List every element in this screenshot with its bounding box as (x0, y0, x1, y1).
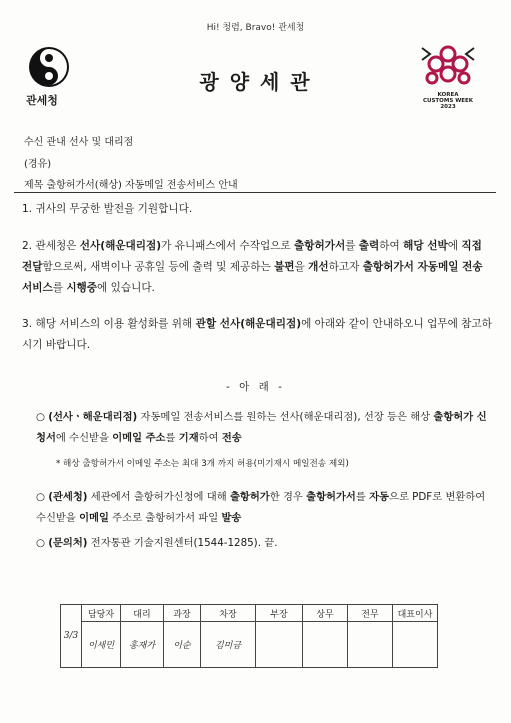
approval-header: 대리 (121, 605, 164, 622)
bullet-shipping-agency (36, 407, 496, 449)
signature-cell (303, 622, 348, 668)
page-title: 광 양 세 관 (199, 70, 312, 94)
approval-header: 담당자 (82, 605, 121, 622)
body-text: 주소로 출항허가서 파일 (108, 512, 222, 524)
body-text: 를 (355, 491, 370, 503)
approval-header: 전무 (348, 605, 393, 622)
emphasis-text: 발송 (221, 512, 242, 524)
emphasis-text: 출항허가서 자동메일 전송서비스 (22, 261, 483, 294)
emphasis-text: 직접 전달 (22, 240, 482, 273)
recipient-line: 수신 관내 선사 및 대리점 (24, 137, 134, 148)
signature-cell: 김미금 (201, 622, 256, 668)
body-text: 자동메일 전송서비스를 원하는 선사(해운대리점), 선장 등은 해상 (137, 411, 434, 423)
body-text: 한 경우 (269, 491, 307, 503)
subject-line: 제목 출항허가서(해상) 자동메일 전송서비스 안내 (24, 180, 238, 191)
details-heading: - 아 래 - (226, 381, 285, 393)
emphasis-text: 전송 (221, 432, 242, 444)
emphasis-text: 관할 선사(해운대리점) (195, 318, 302, 330)
body-text: 에 아래와 같이 안내하오니 업무에 참고하시기 바랍니다. (22, 318, 492, 351)
body-text: 3. 해당 서비스의 이용 활성화를 위해 (22, 318, 196, 330)
body-text: 을 (294, 261, 309, 273)
approval-header: 과장 (164, 605, 201, 622)
body-text: ○ (36, 491, 49, 503)
paragraph-1: 1. 귀사의 무궁한 발전을 기원합니다. (22, 203, 193, 215)
via-line: (경유) (24, 159, 52, 170)
emphasis-text: 개선 (308, 261, 329, 273)
body-text: ○ (36, 411, 49, 423)
body-text: 세관에서 출항허가신청에 대해 (87, 491, 230, 503)
body-text: 를 (52, 282, 67, 294)
body-text: 를 (345, 240, 359, 252)
emphasis-text: 기재 (178, 432, 199, 444)
signature-cell: 홍재가 (121, 622, 164, 668)
divider (14, 192, 496, 193)
signature-cell: 이세민 (82, 622, 121, 668)
customs-week-label: KOREA CUSTOMS WEEK 2023 (422, 92, 474, 110)
emphasis-text: (선사ㆍ해운대리점) (48, 411, 138, 423)
bullet-contact (36, 533, 496, 554)
org-name: 관세청 (26, 94, 58, 107)
signature-cell (393, 622, 438, 668)
date-cell: 3/3 (61, 605, 82, 668)
signature-cell (256, 622, 303, 668)
emphasis-text: 출항허가서 (306, 491, 356, 503)
emphasis-text: 선사(해운대리점) (79, 240, 162, 252)
emphasis-text: 출항허가 신청서 (36, 411, 487, 444)
emphasis-text: 해당 선박 (403, 240, 448, 252)
body-text: 를 (165, 432, 179, 444)
emphasis-text: 이메일 주소 (112, 432, 166, 444)
emphasis-text: (문의처) (48, 537, 88, 549)
signature-cell: 이순 (164, 622, 201, 668)
emphasis-text: (관세청) (48, 491, 88, 503)
emphasis-text: 출력 (358, 240, 380, 252)
approval-table (60, 604, 438, 668)
body-text: 하여 (379, 240, 404, 252)
body-text: 2. 관세청은 (22, 240, 80, 252)
emphasis-text: 출항허가서 (294, 240, 346, 252)
body-text: 하고자 (328, 261, 363, 273)
body-text: 에 (447, 240, 462, 252)
approval-header: 대표이사 (393, 605, 438, 622)
slogan: Hi! 청렴, Bravo! 관세청 (206, 23, 305, 33)
email-note: * 해상 출항허가서 이메일 주소는 최대 3개 까지 허용(미기재시 메일전송 제외) (56, 459, 349, 469)
paragraph-2 (22, 236, 492, 299)
emphasis-text: 이메일 (79, 512, 109, 524)
emphasis-text: 출항허가 (229, 491, 270, 503)
bullet-customs (36, 487, 496, 529)
customs-week-emblem-icon (418, 42, 478, 90)
emphasis-text: 불편 (274, 261, 295, 273)
approval-header: 차장 (201, 605, 256, 622)
body-text: 에 수신받을 (55, 432, 113, 444)
body-text: 으로 PDF로 변환하여 수신받을 (36, 491, 486, 524)
approval-header: 부장 (256, 605, 303, 622)
body-text: 함으로써, 새벽이나 공휴일 등에 출력 및 제공하는 (42, 261, 275, 273)
body-text: 전자통관 기술지원센터(1544-1285). 끝. (87, 537, 278, 549)
signature-cell (348, 622, 393, 668)
emphasis-text: 시행중 (66, 282, 98, 294)
body-text: ○ (36, 537, 49, 549)
body-text: 하여 (198, 432, 222, 444)
paragraph-3 (22, 314, 492, 356)
emphasis-text: 자동 (369, 491, 389, 503)
body-text: 에 있습니다. (97, 282, 155, 294)
approval-header: 상무 (303, 605, 348, 622)
body-text: 가 유니패스에서 수작업으로 (161, 240, 295, 252)
